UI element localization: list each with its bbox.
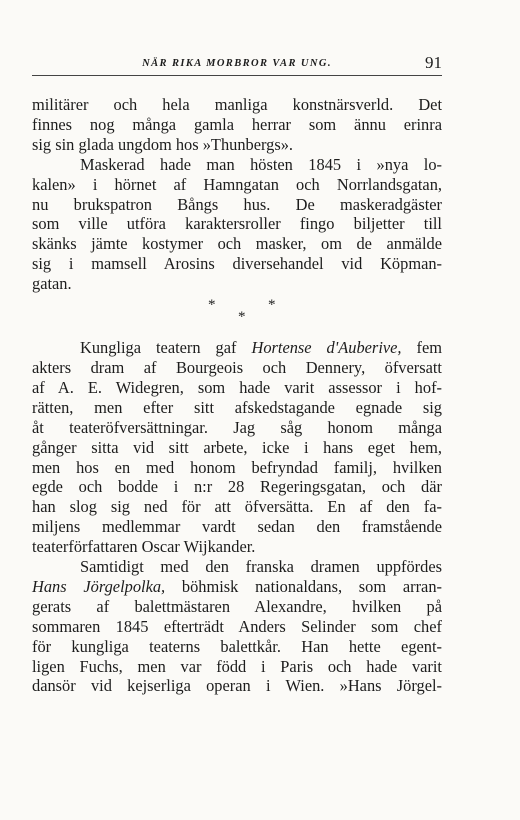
body-text	[32, 95, 442, 696]
text-line: rätten, men efter sitt afskedstagande egnade sig	[32, 397, 442, 417]
text-line: han slog sig ned för att öfversätta. En af den fa-	[32, 497, 442, 517]
text-line: teaterförfattaren Oscar Wijkander.	[32, 537, 256, 557]
text-line: sig i mamsell Arosins diversehandel vid Köpman-	[32, 254, 442, 274]
text-line: egde och bodde i n:r 28 Regeringsgatan, och där	[32, 477, 442, 497]
text-segment: Kungliga teatern gaf	[80, 338, 252, 358]
text-line: nu brukspatron Bångs hus. De maskeradgäster	[32, 194, 442, 214]
text-line: Samtidigt med den franska dramen uppfördes	[80, 557, 442, 577]
text-line: sommaren 1845 efterträdt Anders Selinder som chef	[32, 616, 442, 636]
text-segment: fem	[401, 338, 442, 358]
text-line: dansör vid kejserliga operan i Wien. »Hans Jörgel-	[32, 676, 442, 696]
text-line: akters dram af Bourgeois och Dennery, öfversatt	[32, 357, 442, 377]
text-line: ligen Fuchs, men var född i Paris och hade varit	[32, 656, 442, 676]
text-line: finnes nog många gamla herrar som ännu erinra	[32, 114, 442, 134]
text-line: kalen» i hörnet af Hamngatan och Norrlandsgatan,	[32, 174, 442, 194]
text-line: gatan.	[32, 274, 72, 294]
text-line: som ville utföra karaktersroller fingo biljetter till	[32, 214, 442, 234]
separator-star: *	[208, 297, 216, 314]
text-line: militärer och hela manliga konstnärsverld. Det	[32, 95, 442, 114]
text-line: men hos en med honom befryndad familj, hvilken	[32, 457, 442, 477]
text-line: gerats af balettmästaren Alexandre, hvilken på	[32, 596, 442, 616]
page-number: 91	[425, 53, 442, 72]
page-header	[32, 53, 442, 82]
text-line	[32, 338, 442, 358]
separator-star: *	[238, 309, 246, 326]
play-title: Hans Jörgelpolka,	[32, 576, 166, 596]
section-separator	[32, 294, 442, 338]
text-line: af A. E. Widegren, som hade varit assessor i hof-	[32, 377, 442, 397]
text-line: sig sin glada ungdom hos »Thunbergs».	[32, 134, 294, 154]
text-line: Maskerad hade man hösten 1845 i »nya lo-	[80, 154, 442, 174]
running-head: NÄR RIKA MORBROR VAR UNG.	[142, 58, 332, 69]
header-rule	[32, 75, 442, 76]
separator-star: *	[268, 297, 276, 314]
text-line: åt teateröfversättningar. Jag såg honom många	[32, 417, 442, 437]
text-segment: böhmisk nationaldans, som arran-	[165, 576, 442, 596]
text-line: gånger sitta vid sitt arbete, icke i hans eget hem,	[32, 437, 442, 457]
play-title: Hortense d'Auberive,	[251, 338, 402, 358]
text-line: skänks jämte kostymer och masker, om de anmälde	[32, 234, 442, 254]
text-line: för kungliga teaterns balettkår. Han hette egent-	[32, 636, 442, 656]
text-line: miljens medlemmar vardt sedan den framstående	[32, 517, 442, 537]
text-line	[32, 577, 442, 597]
